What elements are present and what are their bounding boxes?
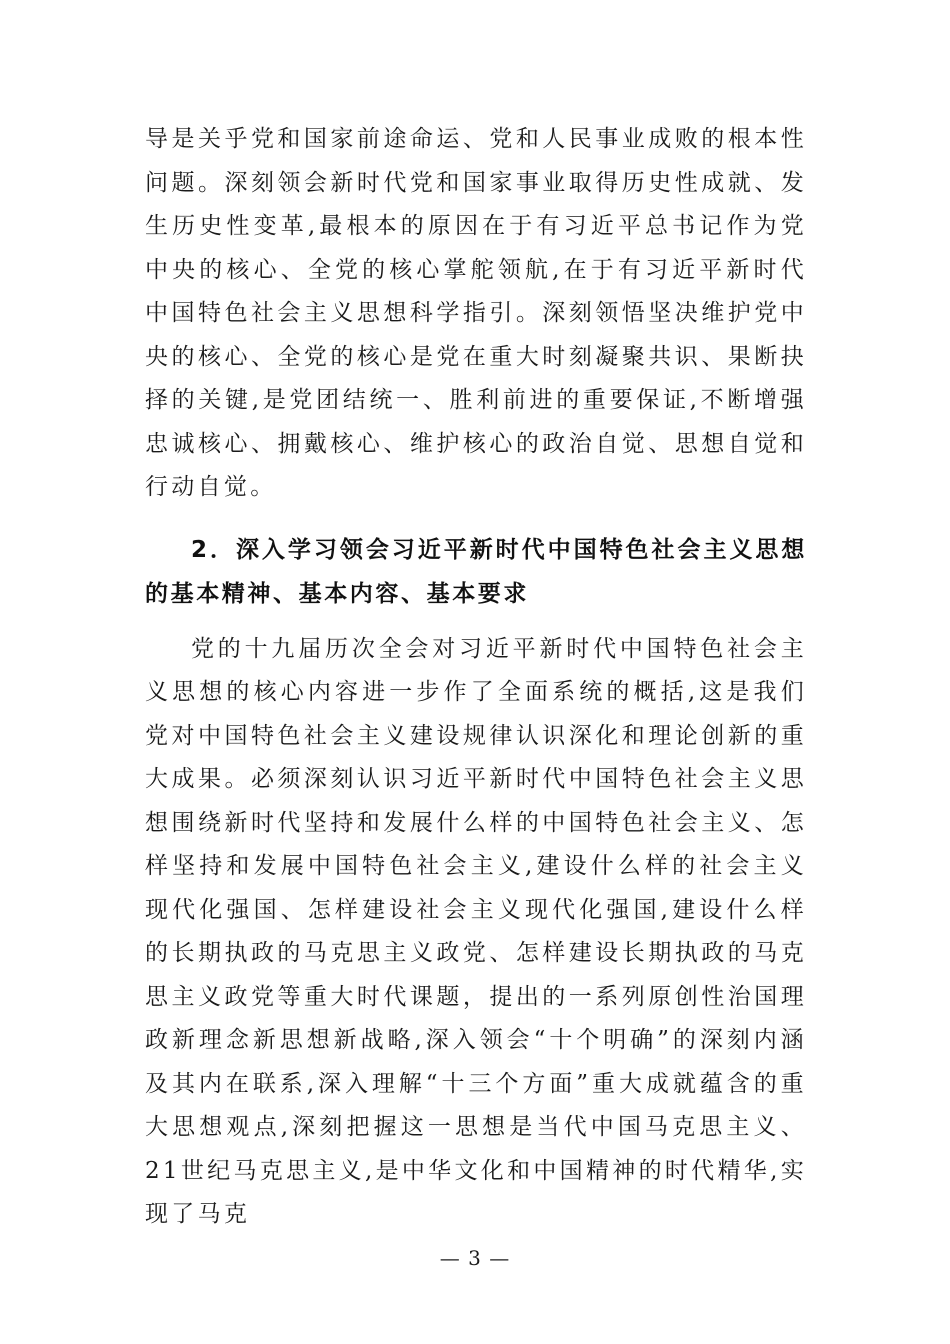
body-paragraph: 党的十九届历次全会对习近平新时代中国特色社会主义思想的核心内容进一步作了全面系统的概括,这是我们党对中国特色社会主义建设规律认识深化和理论创新的重大成果。必须深刻认识习近平新时代中国特色社会主义思想围绕新时代坚持和发展什么样的中国特色社会主义、怎样坚持和发展中国特色社会主义,建设什么样的社会主义现代化强国、怎样建设社会主义现代化强国,建设什么样的长期执政的马克思主义政党、怎样建设长期执政的马克思主义政党等重大时代课题，提出的一系列原创性治国理政新理念新思想新战略,深入领会“十个明确”的深刻内涵及其内在联系,深入理解“十三个方面”重大成就蕴含的重大思想观点,深刻把握这一思想是当代中国马克思主义、21世纪马克思主义,是中华文化和中国精神的时代精华,实现了马克 <box>145 635 807 1227</box>
document-body <box>145 118 807 1237</box>
section-heading: 2．深入学习领会习近平新时代中国特色社会主义思想的基本精神、基本内容、基本要求 <box>145 536 807 607</box>
page-number: — 3 — <box>439 1246 511 1270</box>
body-paragraph-continued: 导是关乎党和国家前途命运、党和人民事业成败的根本性问题。深刻领会新时代党和国家事业取得历史性成就、发生历史性变革,最根本的原因在于有习近平总书记作为党中央的核心、全党的核心掌舵领航,在于有习近平新时代中国特色社会主义思想科学指引。深刻领悟坚决维护党中央的核心、全党的核心是党在重大时刻凝聚共识、果断抉择的关键,是党团结统一、胜利前进的重要保证,不断增强忠诚核心、拥戴核心、维护核心的政治自觉、思想自觉和行动自觉。 <box>145 126 807 500</box>
